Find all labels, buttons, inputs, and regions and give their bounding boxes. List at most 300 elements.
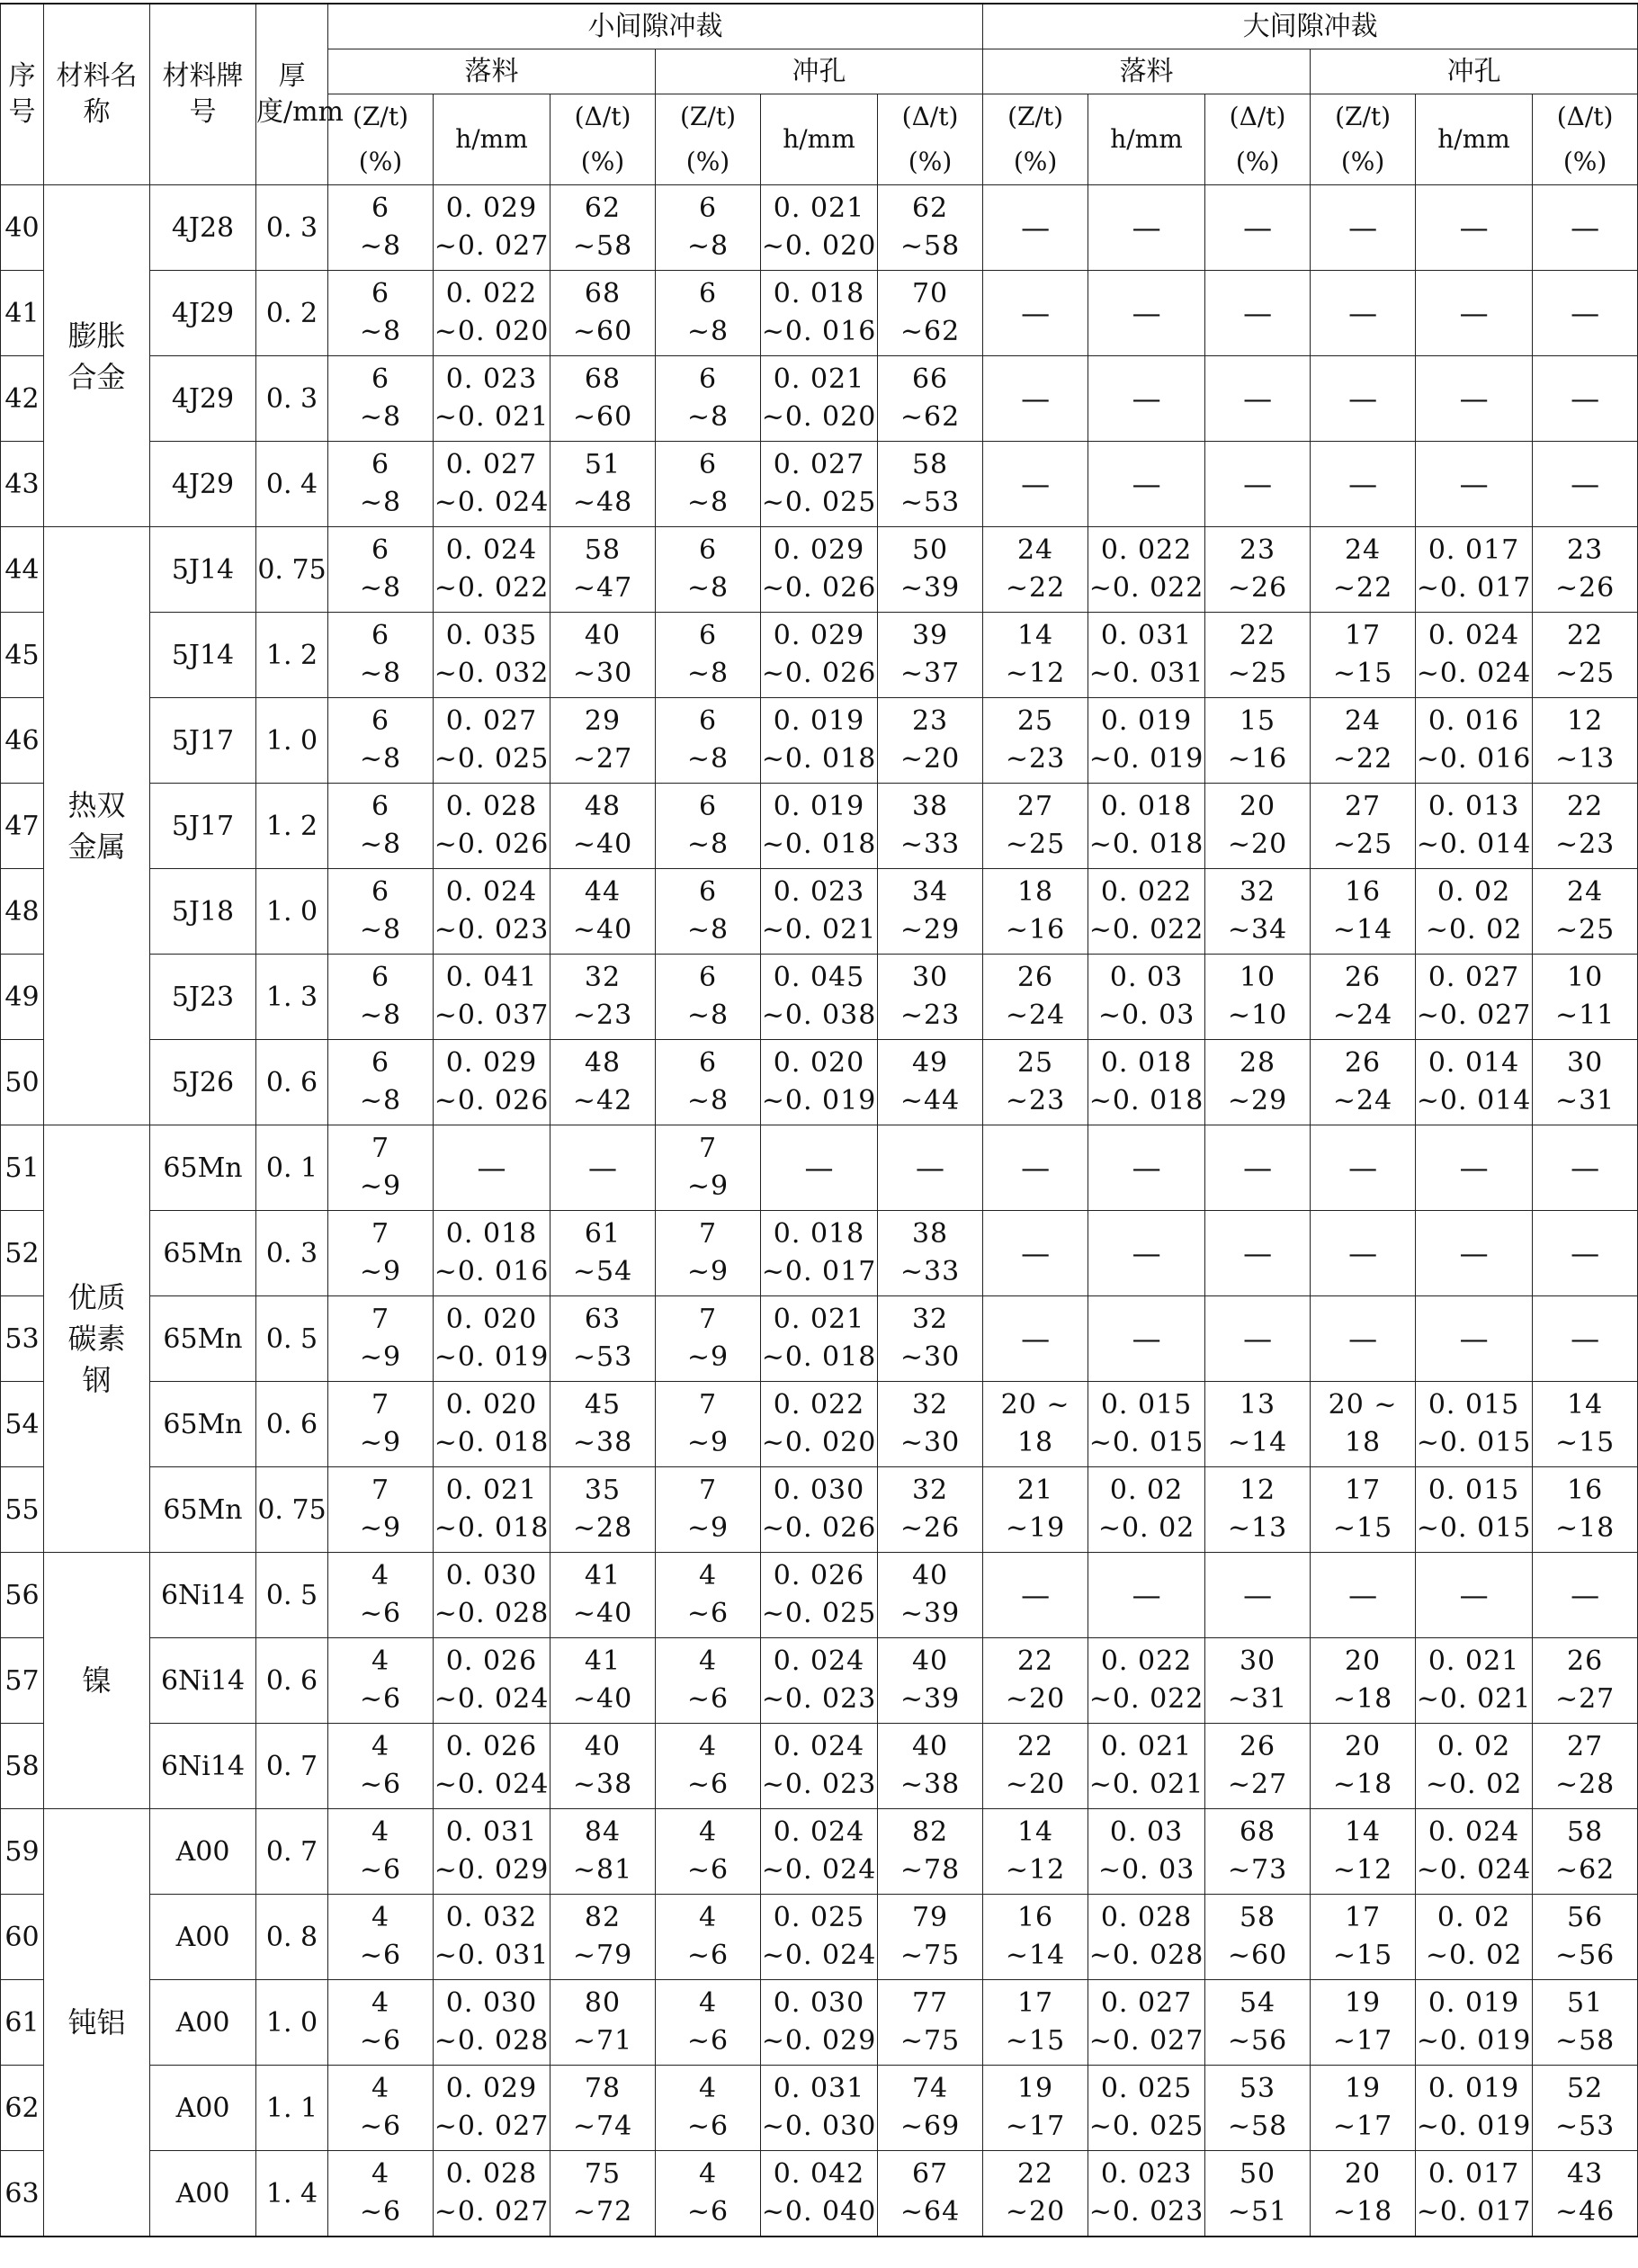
range-lower: ~8	[686, 572, 729, 604]
range-upper: 0. 029	[773, 534, 865, 566]
data-cell-range	[1533, 1724, 1638, 1809]
range-lower: ~0. 024	[434, 487, 550, 518]
range-lower: ~46	[1554, 2196, 1616, 2228]
range-upper: 0. 029	[445, 193, 538, 224]
range-lower: ~18	[1332, 2196, 1393, 2228]
range-lower: ~0. 027	[1416, 1000, 1532, 1031]
data-cell-empty: —	[1311, 1211, 1416, 1296]
range-upper: 4	[371, 1645, 390, 1677]
row-grade: 5J17	[150, 698, 256, 784]
range-upper: 0. 027	[773, 449, 865, 480]
range-lower: ~16	[1227, 743, 1288, 775]
row-seq: 56	[1, 1553, 44, 1638]
row-seq: 58	[1, 1724, 44, 1809]
data-cell-range	[761, 2151, 878, 2237]
range-upper: 38	[911, 791, 949, 822]
row-grade: 5J14	[150, 613, 256, 698]
data-cell-range	[328, 955, 434, 1040]
range-upper: 0. 015	[1100, 1389, 1193, 1421]
data-cell-empty: —	[1311, 356, 1416, 442]
range-upper: 0. 022	[1100, 876, 1193, 908]
data-cell-range	[761, 955, 878, 1040]
range-upper: 14	[1016, 1816, 1054, 1848]
table-row	[1, 356, 1638, 442]
range-lower: ~0. 018	[434, 1427, 550, 1458]
data-cell-range	[1533, 1382, 1638, 1467]
data-cell-range	[1416, 1980, 1533, 2066]
row-grade: 4J29	[150, 271, 256, 356]
range-lower: ~0. 016	[761, 316, 877, 347]
data-cell-range	[1311, 2151, 1416, 2237]
range-lower: ~37	[900, 658, 961, 689]
data-cell-empty: —	[1088, 1211, 1205, 1296]
range-lower: ~62	[900, 316, 961, 347]
data-cell-range	[656, 527, 761, 613]
row-seq: 41	[1, 271, 44, 356]
range-lower: ~75	[900, 2025, 961, 2057]
range-lower: ~0. 018	[761, 1341, 877, 1373]
range-lower: ~0. 019	[434, 1341, 550, 1373]
data-cell-range	[328, 2151, 434, 2237]
data-cell-range	[434, 527, 550, 613]
data-cell-range	[1205, 1040, 1311, 1125]
data-cell-range	[656, 356, 761, 442]
range-upper: 16	[1567, 1475, 1604, 1506]
range-lower: ~0. 021	[1416, 1683, 1532, 1715]
row-thickness: 1. 0	[256, 698, 328, 784]
range-upper: 66	[911, 363, 949, 395]
range-upper: 20	[1239, 791, 1276, 822]
range-upper: 29	[584, 705, 622, 737]
range-lower: ~6	[359, 1769, 402, 1800]
range-upper: 6	[371, 620, 390, 651]
data-cell-range	[1088, 1382, 1205, 1467]
data-cell-range	[656, 1809, 761, 1895]
data-cell-empty: —	[983, 442, 1088, 527]
range-lower: ~9	[359, 1427, 402, 1458]
data-cell-range	[878, 527, 983, 613]
data-cell-empty: —	[1416, 1553, 1533, 1638]
range-upper: 19	[1344, 2073, 1382, 2104]
range-lower: ~9	[359, 1512, 402, 1544]
range-upper: 0. 024	[445, 876, 538, 908]
row-seq: 62	[1, 2066, 44, 2151]
range-upper: 40	[584, 1731, 622, 1762]
data-cell-range	[1088, 1809, 1205, 1895]
row-thickness: 1. 1	[256, 2066, 328, 2151]
data-cell-empty: —	[1088, 185, 1205, 271]
range-lower: ~27	[572, 743, 633, 775]
range-lower: ~0. 026	[434, 829, 550, 860]
range-upper: 27	[1567, 1731, 1604, 1762]
range-upper: 34	[911, 876, 949, 908]
data-cell-range	[328, 1211, 434, 1296]
range-upper: 0. 019	[1428, 2073, 1520, 2104]
data-cell-range	[1533, 869, 1638, 955]
range-lower: ~6	[359, 1940, 402, 1971]
range-upper: 6	[371, 363, 390, 395]
data-cell-range	[328, 1553, 434, 1638]
data-cell-range	[1533, 2151, 1638, 2237]
data-cell-range	[434, 1724, 550, 1809]
range-upper: 68	[1239, 1816, 1276, 1848]
data-cell-range	[328, 442, 434, 527]
range-lower: ~0. 018	[761, 743, 877, 775]
data-cell-range	[550, 1553, 656, 1638]
range-upper: 17	[1344, 1902, 1382, 1933]
header-small-blanking: 落料	[328, 49, 656, 94]
range-lower: ~60	[572, 401, 633, 433]
table-row	[1, 1553, 1638, 1638]
range-lower: ~6	[359, 2111, 402, 2142]
range-upper: 48	[584, 1047, 622, 1079]
range-lower: ~30	[900, 1341, 961, 1373]
row-grade: A00	[150, 2151, 256, 2237]
range-upper: 58	[1239, 1902, 1276, 1933]
row-seq: 40	[1, 185, 44, 271]
data-cell-range	[1416, 955, 1533, 1040]
range-upper: 7	[698, 1475, 718, 1506]
range-lower: ~0. 025	[1088, 2111, 1204, 2142]
data-cell-range	[550, 869, 656, 955]
row-thickness: 0. 6	[256, 1040, 328, 1125]
data-cell-range	[656, 784, 761, 869]
data-cell-empty: —	[1533, 185, 1638, 271]
table-body	[1, 185, 1638, 2237]
range-upper: 14	[1016, 620, 1054, 651]
range-lower: ~30	[572, 658, 633, 689]
range-lower: ~0. 026	[434, 1085, 550, 1116]
data-cell-range	[1205, 2151, 1311, 2237]
range-lower: ~0. 018	[1088, 829, 1204, 860]
range-upper: 0. 015	[1428, 1475, 1520, 1506]
range-upper: 6	[698, 1047, 718, 1079]
data-cell-empty: —	[1533, 356, 1638, 442]
range-lower: ~0. 032	[434, 658, 550, 689]
range-upper: 20	[1344, 1731, 1382, 1762]
range-upper: 0. 03	[1109, 962, 1184, 993]
data-cell-range	[983, 2066, 1088, 2151]
range-upper: 84	[584, 1816, 622, 1848]
range-upper: 24	[1344, 534, 1382, 566]
row-seq: 47	[1, 784, 44, 869]
range-upper: 0. 015	[1428, 1389, 1520, 1421]
data-cell-range	[1311, 784, 1416, 869]
data-cell-range	[1311, 1638, 1416, 1724]
data-table	[0, 3, 1638, 2237]
range-lower: ~34	[1227, 914, 1288, 946]
range-upper: 62	[584, 193, 622, 224]
data-cell-range	[1533, 1980, 1638, 2066]
data-cell-range	[1416, 1724, 1533, 1809]
data-cell-range	[761, 1980, 878, 2066]
range-lower: ~44	[900, 1085, 961, 1116]
data-cell-range	[1311, 1724, 1416, 1809]
range-upper: 32	[1239, 876, 1276, 908]
header-zt-cell: (Z/t) (%)	[656, 94, 761, 185]
range-lower: ~9	[359, 1256, 402, 1287]
range-lower: ~0. 022	[1088, 914, 1204, 946]
data-cell-range	[434, 1638, 550, 1724]
data-cell-range	[1416, 2151, 1533, 2237]
material-group-name: 热双金属	[44, 527, 150, 1125]
data-cell-range	[761, 2066, 878, 2151]
range-upper: 43	[1567, 2158, 1604, 2190]
data-cell-range	[878, 784, 983, 869]
range-lower: ~0. 03	[1097, 1000, 1195, 1031]
range-upper: 32	[911, 1389, 949, 1421]
row-thickness: 0. 1	[256, 1125, 328, 1211]
data-cell-range	[1205, 1809, 1311, 1895]
range-upper: 40	[584, 620, 622, 651]
row-thickness: 0. 5	[256, 1296, 328, 1382]
range-lower: ~62	[900, 401, 961, 433]
data-cell-range	[550, 1809, 656, 1895]
range-lower: ~0. 019	[1416, 2025, 1532, 2057]
data-cell-range	[1416, 527, 1533, 613]
range-upper: 0. 030	[773, 1475, 865, 1506]
range-upper: 40	[911, 1731, 949, 1762]
range-upper: 0. 017	[1428, 534, 1520, 566]
data-cell-empty: —	[1088, 1296, 1205, 1382]
row-thickness: 1. 4	[256, 2151, 328, 2237]
range-upper: 49	[911, 1047, 949, 1079]
range-upper: 21	[1016, 1475, 1054, 1506]
data-cell-range	[1311, 955, 1416, 1040]
data-cell-empty: —	[1311, 271, 1416, 356]
range-upper: 4	[698, 1731, 718, 1762]
data-cell-range	[1088, 527, 1205, 613]
data-cell-range	[761, 1467, 878, 1553]
range-lower: ~27	[1227, 1769, 1288, 1800]
table-row	[1, 1382, 1638, 1467]
data-cell-range	[328, 1809, 434, 1895]
data-cell-range	[328, 1467, 434, 1553]
range-lower: ~15	[1332, 1940, 1393, 1971]
range-upper: 62	[911, 193, 949, 224]
data-cell-range	[1205, 1467, 1311, 1553]
table-row	[1, 2066, 1638, 2151]
range-lower: ~53	[900, 487, 961, 518]
data-cell-range	[878, 1895, 983, 1980]
range-upper: 0. 019	[1428, 1987, 1520, 2019]
data-cell-range	[328, 2066, 434, 2151]
range-upper: 56	[1567, 1902, 1604, 1933]
range-upper: 0. 024	[773, 1645, 865, 1677]
data-cell-range	[1533, 1467, 1638, 1553]
range-upper: 6	[371, 534, 390, 566]
range-upper: 50	[911, 534, 949, 566]
range-lower: ~0. 029	[761, 2025, 877, 2057]
data-cell-range	[656, 1040, 761, 1125]
data-cell-range	[328, 698, 434, 784]
data-cell-range	[1205, 613, 1311, 698]
header-large-punching: 冲孔	[1311, 49, 1638, 94]
range-upper: 22	[1567, 620, 1604, 651]
range-upper: 67	[911, 2158, 949, 2190]
range-upper: 23	[911, 705, 949, 737]
range-upper: 61	[584, 1218, 622, 1250]
data-cell-range	[878, 1467, 983, 1553]
range-lower: ~0. 02	[1097, 1512, 1195, 1544]
data-cell-empty: —	[1205, 1553, 1311, 1638]
range-upper: 4	[698, 1816, 718, 1848]
header-large-blanking: 落料	[983, 49, 1311, 94]
range-lower: ~81	[572, 1854, 633, 1886]
range-upper: 7	[698, 1389, 718, 1421]
range-lower: ~8	[686, 658, 729, 689]
range-lower: ~20	[1005, 2196, 1066, 2228]
range-upper: 0. 023	[445, 363, 538, 395]
range-upper: 26	[1239, 1731, 1276, 1762]
range-upper: 45	[584, 1389, 622, 1421]
data-cell-range	[656, 613, 761, 698]
row-grade: A00	[150, 1980, 256, 2066]
range-lower: ~53	[1554, 2111, 1616, 2142]
data-cell-range	[550, 698, 656, 784]
header-zt-cell: (Z/t) (%)	[328, 94, 434, 185]
range-upper: 7	[371, 1133, 390, 1164]
row-grade: 5J14	[150, 527, 256, 613]
range-lower: ~23	[1005, 1085, 1066, 1116]
range-upper: 0. 021	[1100, 1731, 1193, 1762]
range-upper: 4	[371, 2073, 390, 2104]
range-upper: 41	[584, 1560, 622, 1591]
data-cell-range	[656, 1724, 761, 1809]
range-upper: 27	[1016, 791, 1054, 822]
range-upper: 6	[371, 791, 390, 822]
row-seq: 59	[1, 1809, 44, 1895]
range-upper: 0. 020	[445, 1389, 538, 1421]
data-cell-range	[656, 2066, 761, 2151]
range-lower: ~9	[686, 1170, 729, 1202]
data-cell-range	[1088, 1040, 1205, 1125]
range-upper: 58	[1567, 1816, 1604, 1848]
range-upper: 77	[911, 1987, 949, 2019]
range-upper: 0. 019	[773, 791, 865, 822]
range-upper: 7	[371, 1218, 390, 1250]
data-cell-range	[878, 1809, 983, 1895]
row-thickness: 0. 2	[256, 271, 328, 356]
range-lower: ~26	[900, 1512, 961, 1544]
range-upper: 22	[1016, 2158, 1054, 2190]
range-lower: ~40	[572, 914, 633, 946]
row-thickness: 0. 5	[256, 1553, 328, 1638]
data-cell-range	[656, 1638, 761, 1724]
range-upper: 4	[371, 1816, 390, 1848]
data-cell-range	[1088, 1638, 1205, 1724]
range-upper: 4	[371, 2158, 390, 2190]
data-cell-empty: —	[983, 271, 1088, 356]
table-row	[1, 1895, 1638, 1980]
data-cell-empty: —	[1533, 442, 1638, 527]
data-cell-range	[878, 271, 983, 356]
data-cell-empty: —	[1416, 271, 1533, 356]
row-seq: 61	[1, 1980, 44, 2066]
data-cell-range	[550, 1211, 656, 1296]
range-upper: 0. 019	[1100, 705, 1193, 737]
range-lower: ~27	[1554, 1683, 1616, 1715]
range-upper: 30	[1239, 1645, 1276, 1677]
data-cell-empty: —	[983, 185, 1088, 271]
range-lower: ~6	[686, 2111, 729, 2142]
header-large-clearance: 大间隙冲裁	[983, 4, 1638, 49]
range-upper: 6	[698, 449, 718, 480]
range-upper: 26	[1016, 962, 1054, 993]
range-lower: ~14	[1332, 914, 1393, 946]
range-lower: ~15	[1332, 1512, 1393, 1544]
range-lower: ~14	[1005, 1940, 1066, 1971]
range-upper: 16	[1016, 1902, 1054, 1933]
row-seq: 51	[1, 1125, 44, 1211]
range-upper: 0. 030	[445, 1560, 538, 1591]
range-lower: ~9	[359, 1341, 402, 1373]
range-lower: ~0. 022	[1088, 572, 1204, 604]
data-cell-range	[550, 955, 656, 1040]
data-cell-range	[761, 1553, 878, 1638]
row-grade: 5J23	[150, 955, 256, 1040]
row-seq: 52	[1, 1211, 44, 1296]
range-upper: 39	[911, 620, 949, 651]
range-lower: ~56	[1227, 2025, 1288, 2057]
data-cell-range	[983, 1895, 1088, 1980]
range-lower: ~20	[1227, 829, 1288, 860]
data-cell-range	[1311, 527, 1416, 613]
data-cell-range	[1416, 698, 1533, 784]
range-lower: ~78	[900, 1854, 961, 1886]
range-upper: 6	[698, 705, 718, 737]
data-cell-range	[656, 1211, 761, 1296]
range-lower: ~9	[686, 1341, 729, 1373]
range-lower: ~69	[900, 2111, 961, 2142]
range-upper: 0. 026	[445, 1645, 538, 1677]
range-upper: 0. 021	[1428, 1645, 1520, 1677]
range-lower: ~0. 020	[761, 1427, 877, 1458]
range-lower: ~0. 023	[761, 1683, 877, 1715]
range-lower: ~13	[1227, 1512, 1288, 1544]
range-upper: 0. 020	[445, 1304, 538, 1335]
range-upper: 0. 029	[445, 1047, 538, 1079]
range-lower: ~8	[359, 743, 402, 775]
data-cell-range	[878, 1382, 983, 1467]
data-cell-range	[878, 613, 983, 698]
range-lower: ~0. 024	[761, 1854, 877, 1886]
range-lower: ~0. 027	[434, 2196, 550, 2228]
range-lower: ~17	[1005, 2111, 1066, 2142]
data-cell-range	[656, 271, 761, 356]
range-upper: 4	[371, 1731, 390, 1762]
range-lower: ~6	[686, 1854, 729, 1886]
range-lower: ~0. 019	[1088, 743, 1204, 775]
row-thickness: 0. 7	[256, 1724, 328, 1809]
data-cell-empty: —	[1416, 442, 1533, 527]
range-lower: ~0. 014	[1416, 1085, 1532, 1116]
row-thickness: 0. 6	[256, 1638, 328, 1724]
range-upper: 50	[1239, 2158, 1276, 2190]
range-upper: 17	[1016, 1987, 1054, 2019]
data-cell-range	[328, 1895, 434, 1980]
row-seq: 54	[1, 1382, 44, 1467]
range-lower: ~0. 023	[761, 1769, 877, 1800]
data-cell-range	[1416, 1638, 1533, 1724]
range-upper: 30	[1567, 1047, 1604, 1079]
range-lower: ~53	[572, 1341, 633, 1373]
range-lower: ~0. 026	[761, 658, 877, 689]
range-lower: ~31	[1554, 1085, 1616, 1116]
row-seq: 53	[1, 1296, 44, 1382]
data-cell-range	[656, 698, 761, 784]
range-upper: 54	[1239, 1987, 1276, 2019]
